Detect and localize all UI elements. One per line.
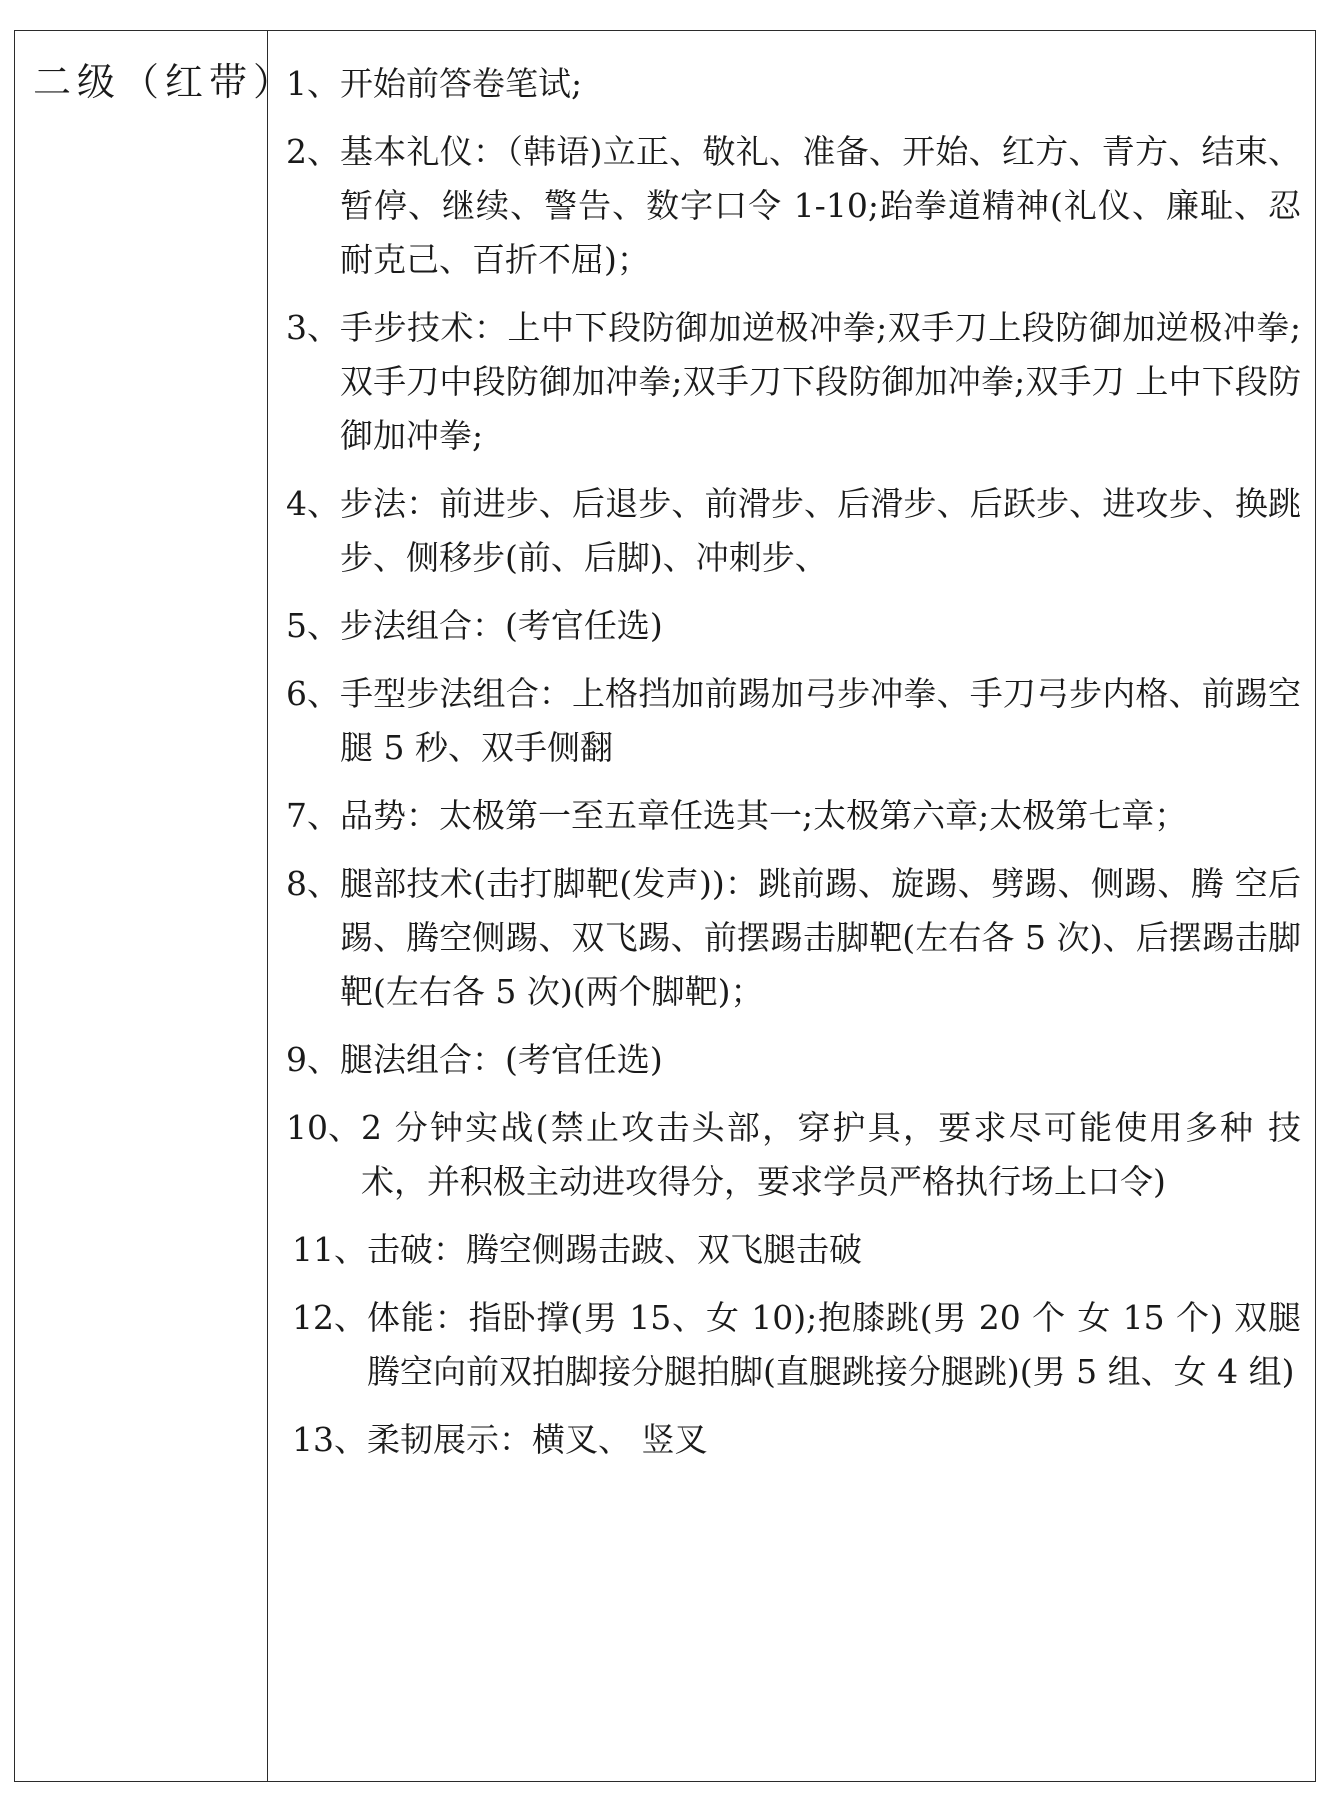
item-number: 5、	[286, 606, 340, 645]
item-number: 7、	[286, 796, 340, 835]
item-number: 4、	[286, 484, 340, 523]
exam-requirements-table	[14, 30, 1316, 1782]
requirement-item	[286, 789, 1301, 843]
item-number: 2、	[286, 132, 340, 171]
item-text: 体能：指卧撑(男 15、女 10);抱膝跳(男 20 个 女 15 个) 双腿腾空向前双拍脚接分腿拍脚(直腿跳接分腿跳)(男 5 组、女 4 组)	[367, 1298, 1301, 1391]
requirement-item	[286, 477, 1301, 585]
requirement-item	[286, 667, 1301, 775]
requirement-item	[286, 125, 1301, 287]
requirements-cell	[268, 31, 1315, 1781]
requirement-item	[286, 301, 1301, 463]
item-text: 腿部技术(击打脚靶(发声))：跳前踢、旋踢、劈踢、侧踢、腾 空后踢、腾空侧踢、双飞踢、前摆踢击脚靶(左右各 5 次)、后摆踢击脚靶(左右各 5 次)(两个脚靶)；	[340, 864, 1301, 1011]
item-text: 步法：前进步、后退步、前滑步、后滑步、后跃步、进攻步、换跳步、侧移步(前、后脚)、冲刺步、	[340, 484, 1301, 577]
item-number: 10、	[286, 1108, 361, 1147]
item-text: 步法组合：(考官任选)	[340, 606, 663, 645]
item-text: 2 分钟实战(禁止攻击头部，穿护具，要求尽可能使用多种 技术，并积极主动进攻得分，要求学员严格执行场上口令)	[361, 1108, 1301, 1201]
item-text: 击破：腾空侧踢击跛、双飞腿击破	[367, 1230, 862, 1269]
requirement-item	[286, 1291, 1301, 1399]
requirement-item	[286, 857, 1301, 1019]
item-number: 8、	[286, 864, 340, 903]
item-number: 6、	[286, 674, 340, 713]
requirement-item	[286, 1033, 1301, 1087]
requirement-item	[286, 1101, 1301, 1209]
item-text: 腿法组合：(考官任选)	[340, 1040, 663, 1079]
level-title: 二级（红带）	[33, 60, 298, 104]
level-cell	[15, 31, 298, 1781]
item-text: 基本礼仪：（韩语)立正、敬礼、准备、开始、红方、青方、结束、暂停、继续、警告、数字口令 1-10;跆拳道精神(礼仪、廉耻、忍耐克己、百折不屈)；	[340, 132, 1301, 279]
item-number: 13、	[292, 1420, 367, 1459]
item-number: 12、	[292, 1298, 367, 1337]
item-number: 11、	[292, 1230, 367, 1269]
item-number: 3、	[286, 308, 340, 347]
requirement-item	[286, 57, 1301, 111]
item-text: 手步技术：上中下段防御加逆极冲拳;双手刀上段防御加逆极冲拳;双手刀中段防御加冲拳;双手刀下段防御加冲拳;双手刀 上中下段防御加冲拳;	[340, 308, 1301, 455]
item-text: 开始前答卷笔试;	[340, 64, 583, 103]
item-text: 品势：太极第一至五章任选其一;太极第六章;太极第七章；	[340, 796, 1188, 835]
requirement-item	[286, 1223, 1301, 1277]
item-number: 1、	[286, 64, 340, 103]
item-text: 手型步法组合：上格挡加前踢加弓步冲拳、手刀弓步内格、前踢空腿 5 秒、双手侧翻	[340, 674, 1301, 767]
requirement-item	[286, 1413, 1301, 1467]
item-text: 柔韧展示：横叉、 竖叉	[367, 1420, 708, 1459]
requirement-item	[286, 599, 1301, 653]
item-number: 9、	[286, 1040, 340, 1079]
